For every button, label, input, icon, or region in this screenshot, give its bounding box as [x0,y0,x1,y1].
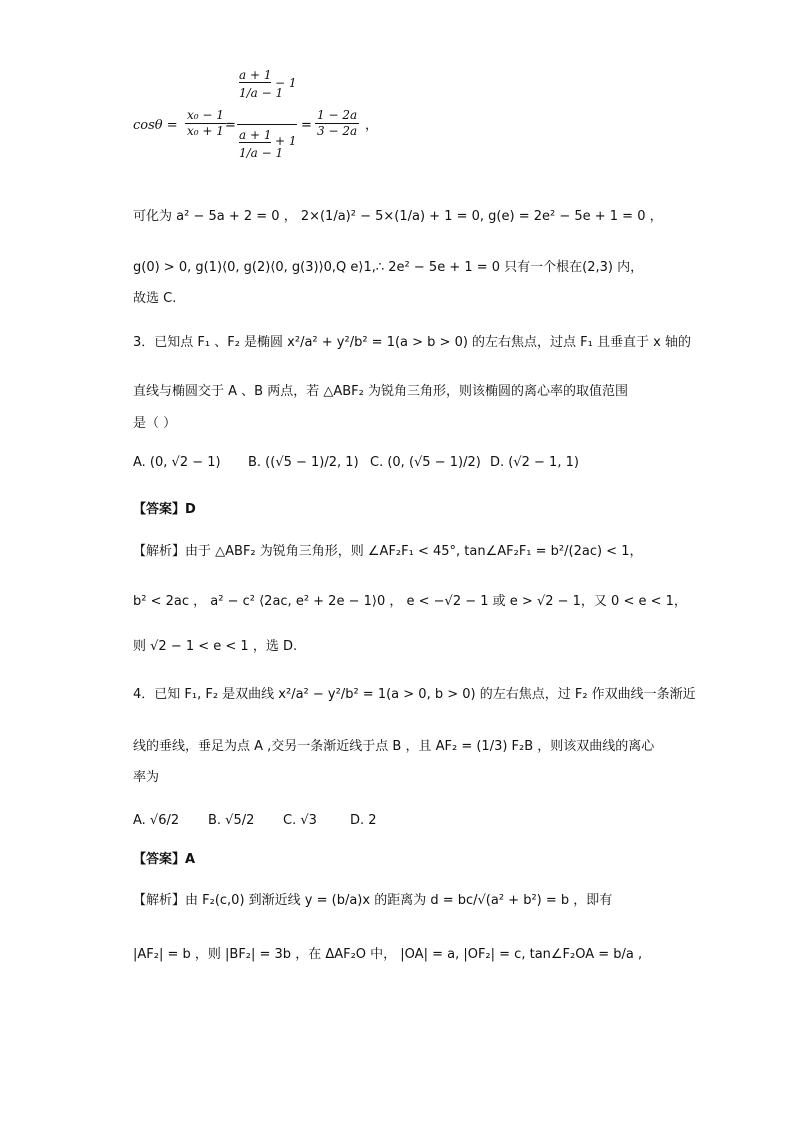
cos-eq2: = [301,118,312,133]
q3-option-c[interactable]: C. (0, (√5 − 1)/2) [370,455,481,470]
q3-answer: 【答案】D [133,502,196,517]
cos-frac1 [185,108,226,139]
cos-big-den-c: + 1 [275,134,297,148]
simplify-line-2: g(0) > 0, g(1)⟨0, g(2)⟨0, g(3)⟩0,Q e⟩1,∴ 2e² − 5e + 1 = 0 只有一个根在(2,3) 内， [133,260,644,275]
q4-line-3: 率为 [133,770,160,785]
q3-solution-3: 则 √2 − 1 < e < 1 ，选 D. [133,639,298,654]
q4-answer: 【答案】A [133,852,196,867]
q3-option-b[interactable]: B. ((√5 − 1)/2, 1) [248,455,359,470]
q4-option-a[interactable]: A. √6/2 [133,813,180,828]
q3-solution-2: b² < 2ac ， a² − c² ⟨2ac, e² + 2e − 1⟩0 ， e < −√2 − 1 或 e > √2 − 1，又 0 < e < 1， [133,594,687,609]
q3-solution-1: 【解析】由于 △ABF₂ 为锐角三角形，则 ∠AF₂F₁ < 45°, tan∠AF₂F₁ = b²/(2ac) < 1， [133,544,643,559]
cos-res-den: 3 − 2a [317,124,358,138]
q3-option-d[interactable]: D. (√2 − 1, 1) [490,455,579,470]
q3-line-2: 直线与椭圆交于 A 、B 两点，若 △ABF₂ 为锐角三角形，则该椭圆的离心率的取值范围 [133,384,628,399]
cos-result [315,108,359,139]
cos-big-bar [237,124,297,125]
q4-option-c[interactable]: C. √3 [283,813,317,828]
q4-solution-1: 【解析】由 F₂(c,0) 到渐近线 y = (b/a)x 的距离为 d = bc/√(a² + b²) = b ，即有 [133,893,613,908]
cos-res-num: 1 − 2a [317,108,358,122]
cos-formula [133,68,393,188]
cos-big-den-b: 1/a − 1 [239,146,284,160]
cos-lead: cosθ = [133,118,178,133]
cos-big-num-b: 1/a − 1 [239,86,284,100]
cos-tail: ， [365,118,379,133]
simplify-line-3: 故选 C. [133,291,177,306]
q3-line-1: 3．已知点 F₁ 、F₂ 是椭圆 x²/a² + y²/b² = 1(a > b > 0) 的左右焦点，过点 F₁ 且垂直于 x 轴的 [133,335,691,350]
q3-line-3: 是（ ） [133,416,177,431]
q4-option-b[interactable]: B. √5/2 [208,813,255,828]
cos-big-num-c: − 1 [275,76,297,90]
q4-solution-2: |AF₂| = b ，则 |BF₂| = 3b ，在 ΔAF₂O 中， |OA| = a, |OF₂| = c, tan∠F₂OA = b/a , [133,947,643,962]
cos-frac1-den: x₀ + 1 [187,124,224,138]
q3-option-a[interactable]: A. (0, √2 − 1) [133,455,221,470]
q4-option-d[interactable]: D. 2 [350,813,377,828]
q4-line-2: 线的垂线，垂足为点 A ,交另一条渐近线于点 B ，且 AF₂ = (1/3) F₂B ，则该双曲线的离心 [133,739,655,754]
cos-frac1-num: x₀ − 1 [187,108,224,122]
cos-big-den-a: a + 1 [239,128,272,142]
simplify-line-1: 可化为 a² − 5a + 2 = 0 ， 2×(1/a)² − 5×(1/a) + 1 = 0, g(e) = 2e² − 5e + 1 = 0 ， [133,209,663,224]
cos-eq1: = [225,118,236,133]
q4-line-1: 4．已知 F₁, F₂ 是双曲线 x²/a² − y²/b² = 1(a > 0, b > 0) 的左右焦点，过 F₂ 作双曲线一条渐近 [133,687,696,702]
cos-big-num-a: a + 1 [239,68,272,82]
